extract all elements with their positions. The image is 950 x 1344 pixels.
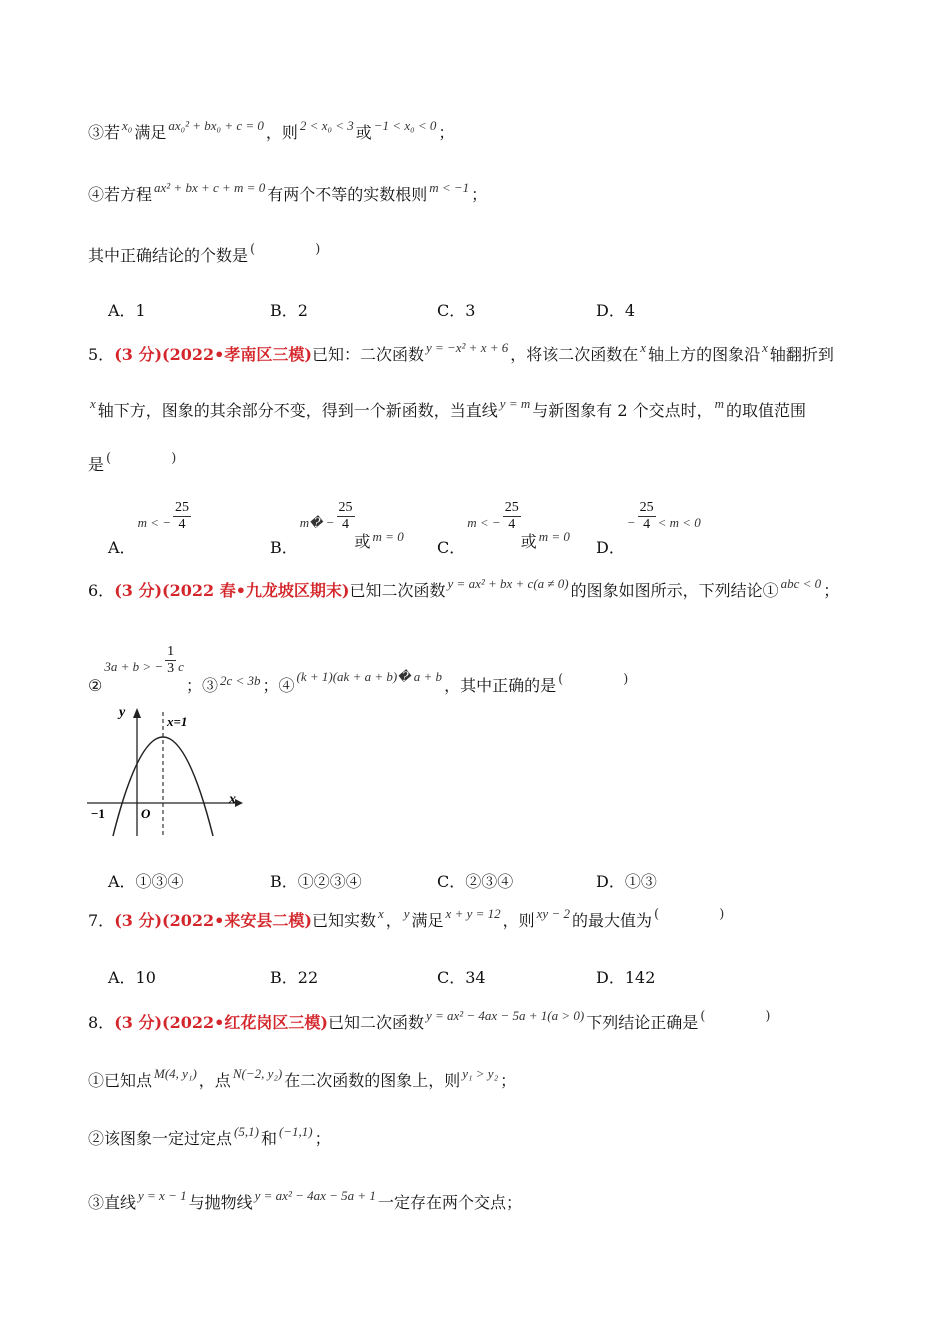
q5-a-frac: $\frac{25}{4}$ xyxy=(175,500,189,532)
graph-x-arrow xyxy=(235,799,243,807)
q7-option-a[interactable]: A．10 xyxy=(108,968,156,987)
q4-option-a[interactable]: A．1 xyxy=(108,301,146,320)
q6-frac: $\frac{1}{3}$ xyxy=(167,644,175,676)
q5-stem-line3: 是 ( ) xyxy=(88,451,205,474)
q8-statement-1: ①已知点 $^{M(4, y_1)}$ ，点 $^{N(-2, y_2)}$ 在二次函数的图象上，则 $^{y_1 > y_2}$ ； xyxy=(88,1066,517,1090)
q4-option-b[interactable]: B．2 xyxy=(270,301,308,320)
q7-option-b[interactable]: B．22 xyxy=(270,968,319,987)
graph-y-label: y xyxy=(119,705,126,720)
graph-y-arrow xyxy=(133,708,141,718)
q4-option-d[interactable]: D．4 xyxy=(596,301,636,320)
q4-statement-3: ③若 $^{x_0}$ 满足 $^{ax_0^2 + bx_0 + c = 0}$ ，则 $^{2 < x_0 < 3}$ 或 $^{-1 < x_0 < 0}$ ； xyxy=(88,118,455,142)
q7-option-c[interactable]: C．34 xyxy=(437,968,486,987)
q6-option-d[interactable]: D．①③ xyxy=(596,872,657,891)
q6-stem-line1: 6．(3 分)(2022 春•九龙坡区期末)已知二次函数 $^{y = ax^2 + bx + c(a \ne 0)}$ 的图象如图所示，下列结论① $^{abc < 0}$ ； xyxy=(88,576,840,600)
q8-source-tag: (3 分)(2022•红花岗区三模) xyxy=(114,1013,328,1032)
q6-source-tag: (3 分)(2022 春•九龙坡区期末) xyxy=(114,581,350,600)
q5-source-tag: (3 分)(2022•孝南区三模) xyxy=(114,345,312,364)
q6-option-a[interactable]: A．①③④ xyxy=(108,872,184,891)
graph-x-label: x xyxy=(229,792,236,807)
q5-stem-line2: $^x$ 轴下方，图象的其余部分不变，得到一个新函数，当直线 $^{y = m}$ 与新图象有 2 个交点时， $^m$ 的取值范围 xyxy=(90,396,806,420)
q5-option-b[interactable]: B．m� − $\frac{25}{4}$ 或 $_{m = 0}$ xyxy=(270,500,404,557)
q5-option-d[interactable]: D．− $\frac{25}{4}$ < m < 0 xyxy=(596,500,701,557)
q5-option-a[interactable]: A．m < − $\frac{25}{4}$ xyxy=(108,500,189,557)
q8-statement-2: ②该图象一定过定点 $^{(5,1)}$ 和 $^{(-1,1)}$ ； xyxy=(88,1124,331,1148)
q6-parabola-graph xyxy=(85,700,245,840)
q4-ask: 其中正确结论的个数是 ( ) xyxy=(88,242,349,265)
q7-stem: 7．(3 分)(2022•来安县二模)已知实数 $^x$ ， $^y$ 满足 $^{x + y = 12}$ ，则 $^{xy - 2}$ 的最大值为 ( ) xyxy=(88,906,753,930)
graph-neg1-label: −1 xyxy=(91,806,105,821)
q5-c-frac: $\frac{25}{4}$ xyxy=(504,500,519,532)
q7-source-tag: (3 分)(2022•来安县二模) xyxy=(114,911,312,930)
q7-option-d[interactable]: D．142 xyxy=(596,968,656,987)
q6-option-c[interactable]: C．②③④ xyxy=(437,872,514,891)
q6-option-b[interactable]: B．①②③④ xyxy=(270,872,362,891)
q6-stem-line2: ②3a + b > − $\frac{1}{3}$ c；③ $_{2c < 3b}$ ；④ $_{(k + 1)(ak + a + b)� a + b}$ ，其中正确的是 $_{( )}$ xyxy=(88,644,657,695)
q4-option-c[interactable]: C．3 xyxy=(437,301,476,320)
graph-symmetry-label: x=1 xyxy=(167,714,188,729)
graph-origin-label: O xyxy=(141,806,151,821)
q4-statement-4: ④若方程 $^{ax^2 + bx + c + m = 0}$ 有两个不等的实数根则 $^{m < -1}$ ； xyxy=(88,180,488,204)
q8-stem: 8．(3 分)(2022•红花岗区三模)已知二次函数 $^{y = ax^2 - 4ax - 5a + 1(a > 0)}$ 下列结论正确是 ( ) xyxy=(88,1008,799,1032)
q8-statement-3: ③直线 $^{y = x - 1}$ 与抛物线 $^{y = ax^2 - 4ax - 5a + 1}$ 一定存在两个交点； xyxy=(88,1188,522,1212)
q5-stem-line1: 5．(3 分)(2022•孝南区三模)已知：二次函数 $^{y = -x^2 + x + 6}$ ，将该二次函数在 $^x$ 轴上方的图象沿 $^x$ 轴翻折到 xyxy=(88,340,834,364)
graph-parabola-curve xyxy=(113,737,213,836)
q5-d-frac: $\frac{25}{4}$ xyxy=(639,500,654,532)
q5-b-frac: $\frac{25}{4}$ xyxy=(338,500,353,532)
q5-option-c[interactable]: C．m < − $\frac{25}{4}$ 或 $_{m = 0}$ xyxy=(437,500,570,557)
